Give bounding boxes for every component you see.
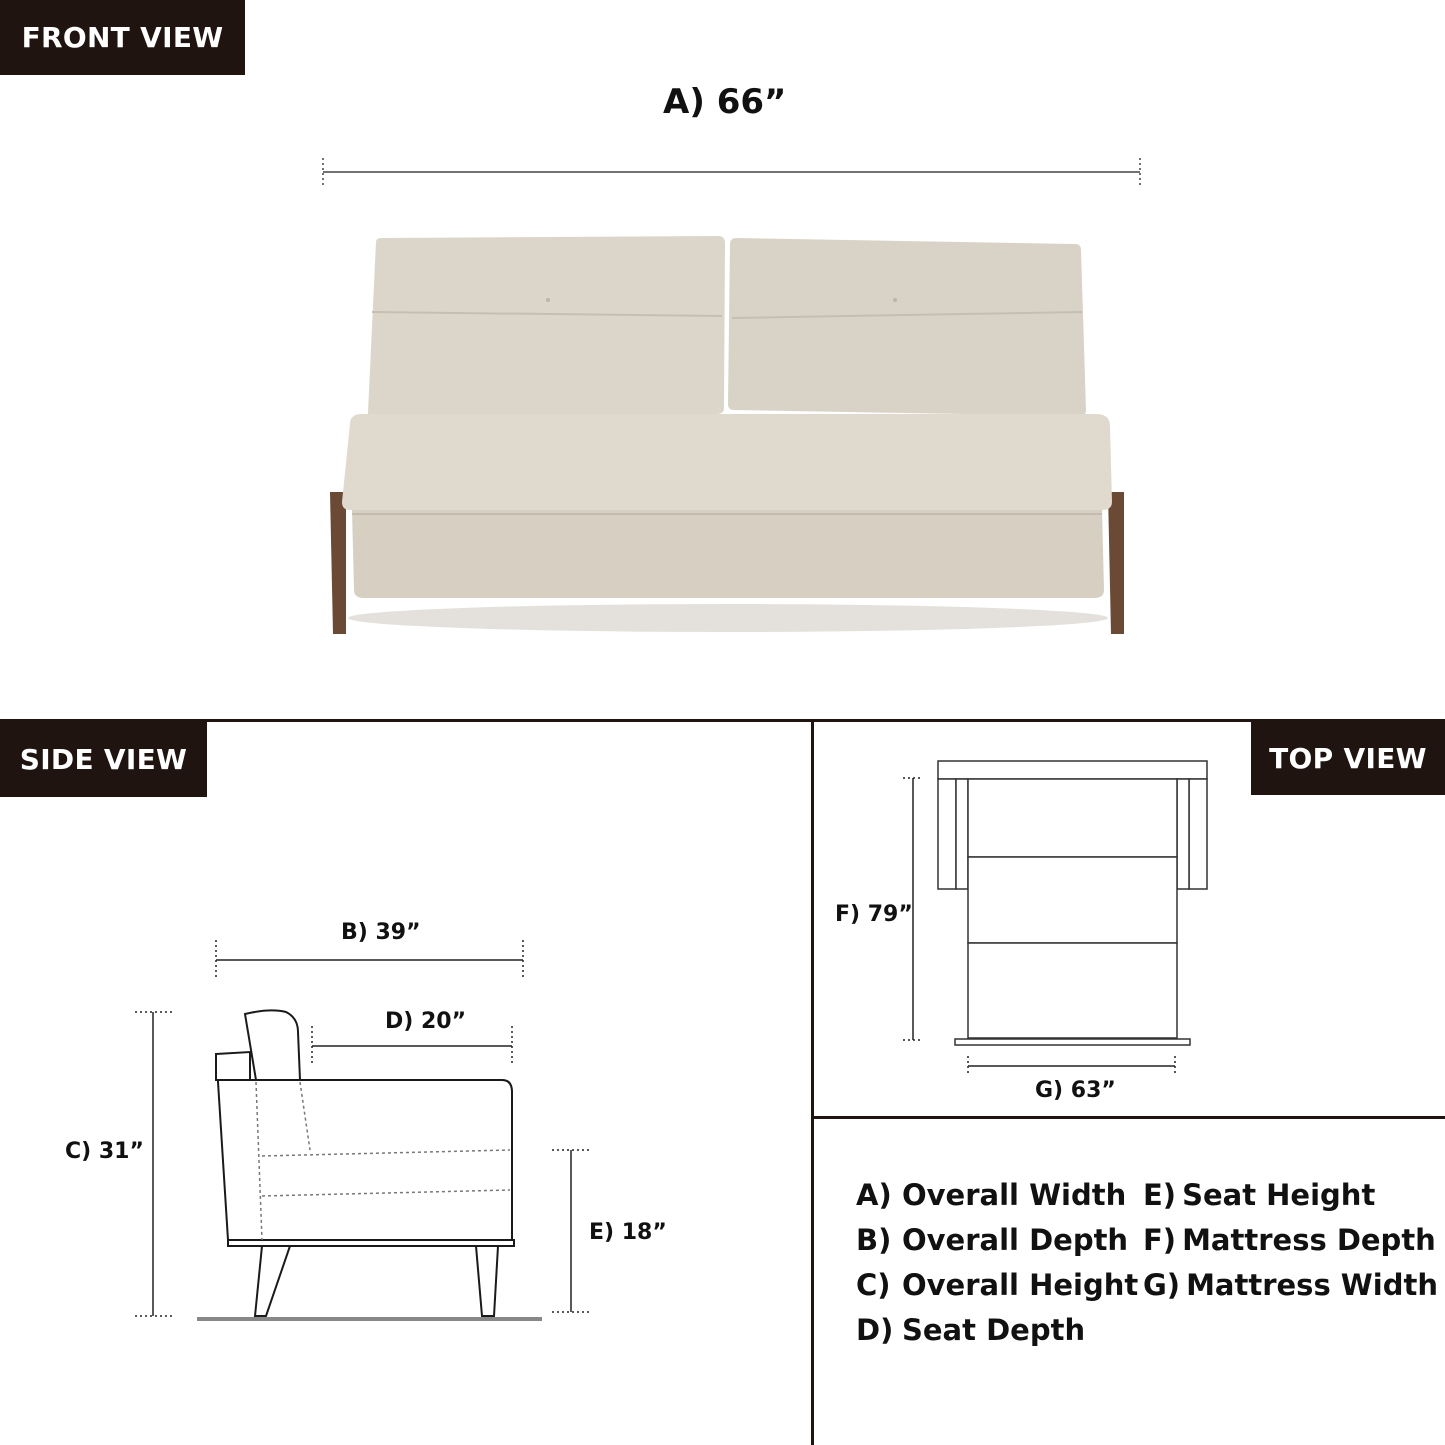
- legend-item: F) Mattress Depth: [1143, 1223, 1436, 1257]
- legend-item: B) Overall Depth: [856, 1223, 1129, 1257]
- legend-right: [1143, 1173, 1438, 1308]
- top-view-label: TOP VIEW: [1251, 722, 1445, 795]
- legend-left: [856, 1173, 1138, 1353]
- dimension-b-label: B) 39”: [341, 920, 421, 945]
- dimension-g-label: G) 63”: [1035, 1078, 1116, 1103]
- dimension-e-label: E) 18”: [589, 1220, 667, 1245]
- dimension-d-label: D) 20”: [385, 1009, 467, 1034]
- sofa-top-outline: [938, 761, 1207, 1045]
- legend-item: C) Overall Height: [856, 1268, 1139, 1302]
- side-view-label: SIDE VIEW: [0, 722, 207, 797]
- dimension-f-label: F) 79”: [835, 902, 913, 927]
- legend-item: E) Seat Height: [1143, 1178, 1376, 1212]
- dimension-c-label: C) 31”: [65, 1139, 144, 1164]
- legend-item: G) Mattress Width: [1143, 1268, 1438, 1302]
- legend-item: D) Seat Depth: [856, 1313, 1086, 1347]
- legend-item: A) Overall Width: [856, 1178, 1127, 1212]
- dimension-a-label: A) 66”: [663, 82, 787, 122]
- front-view-label: FRONT VIEW: [0, 0, 245, 75]
